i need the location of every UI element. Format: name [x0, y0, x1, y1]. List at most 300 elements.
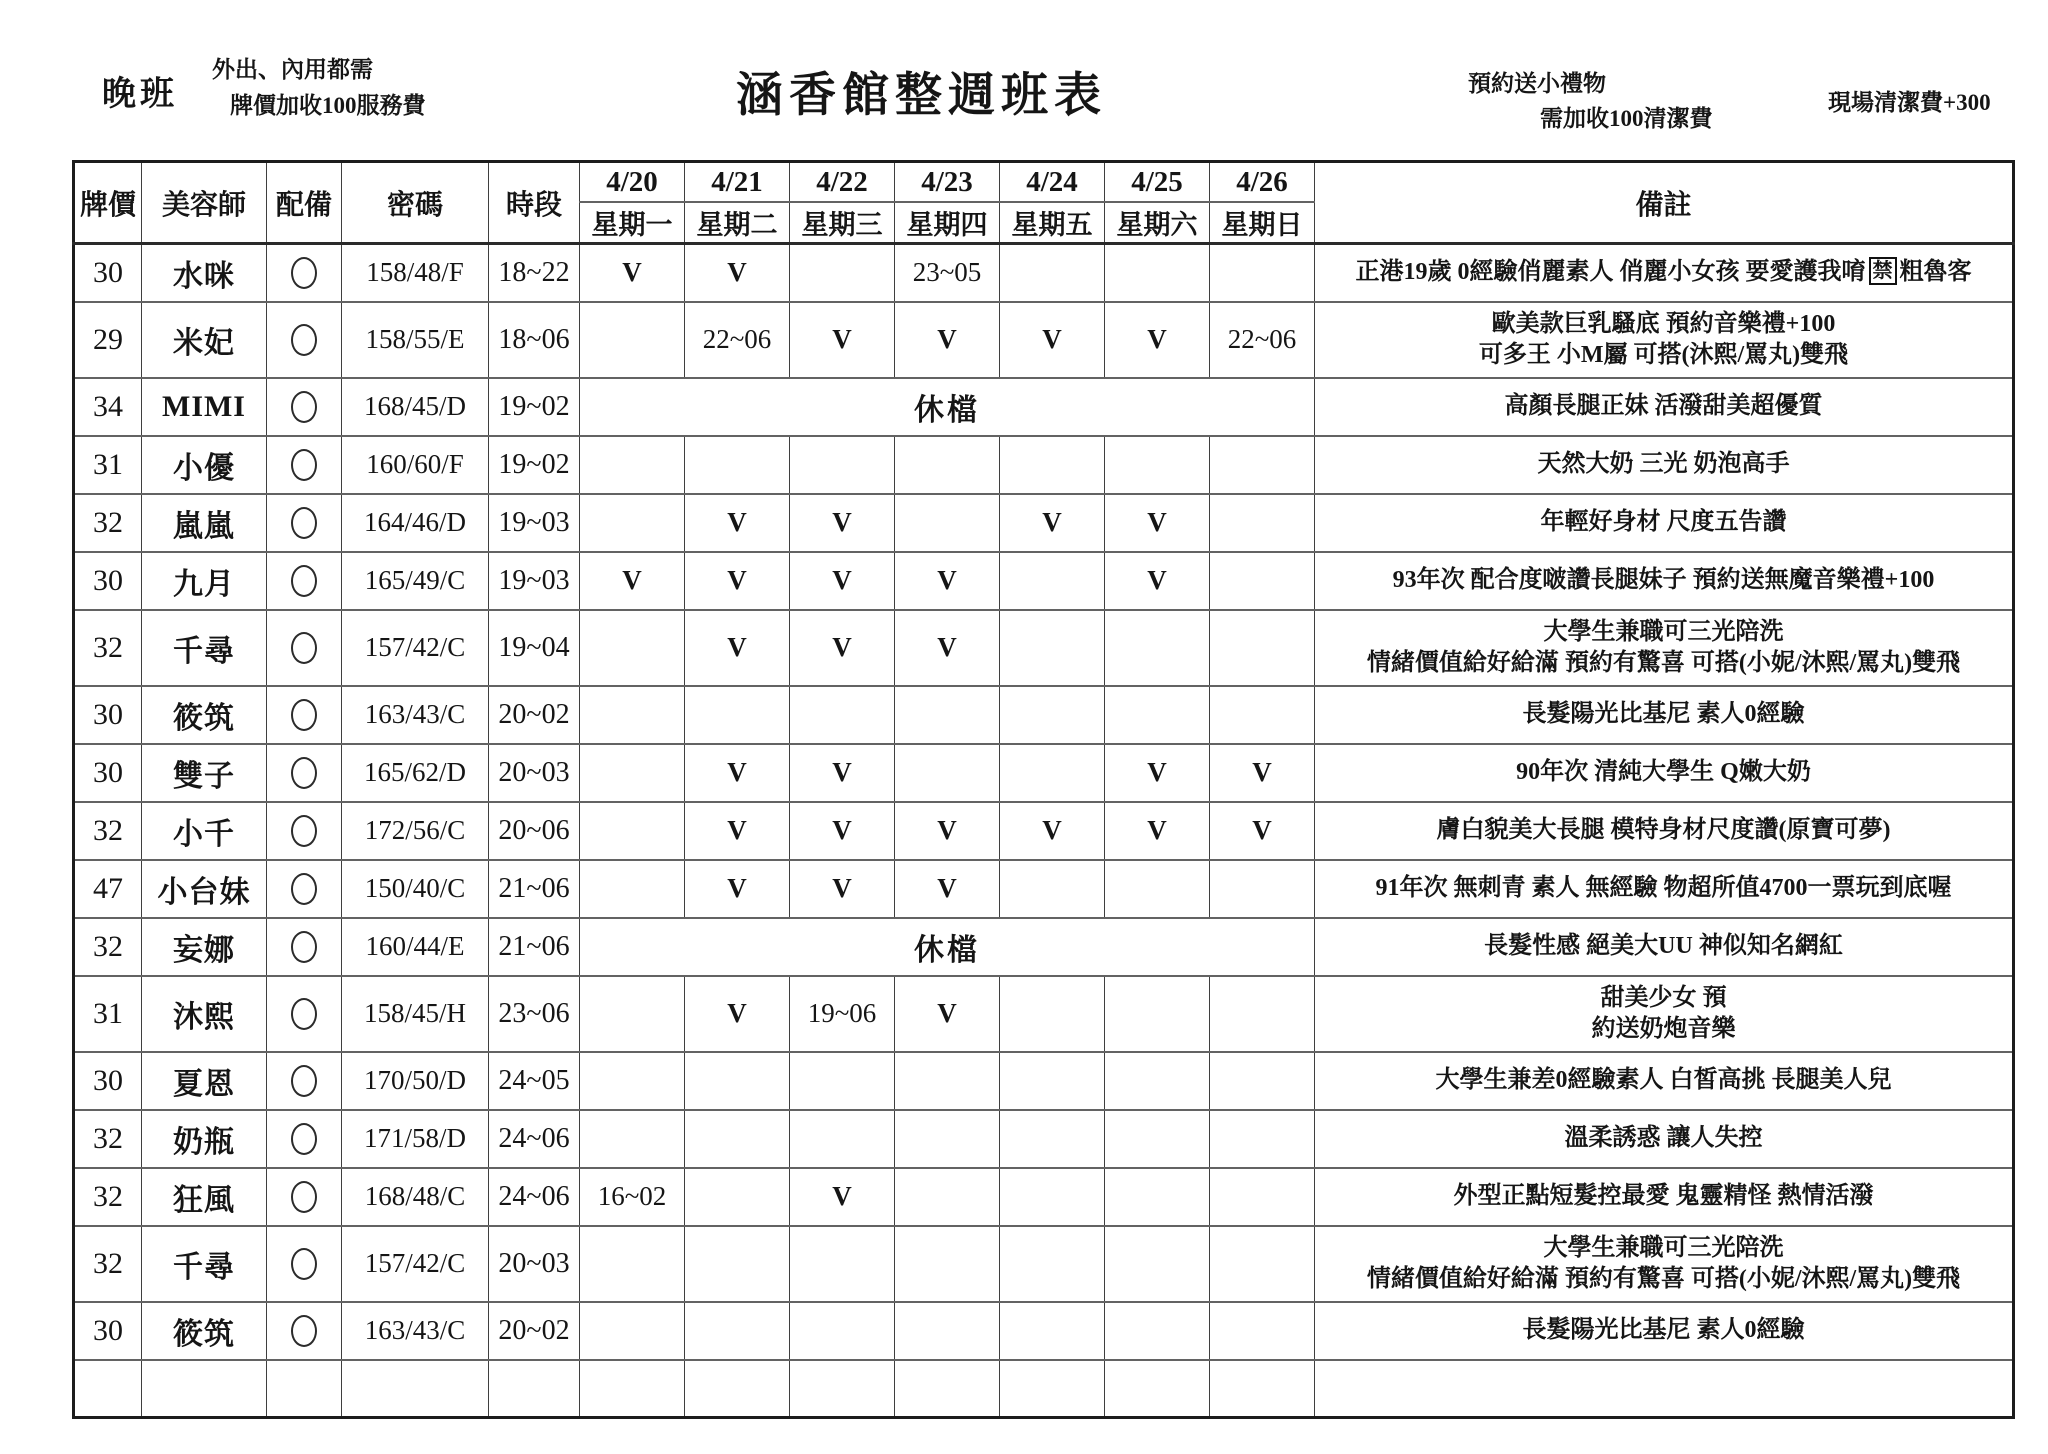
- code-cell: 160/60/F: [342, 436, 489, 494]
- day-cell: [1000, 1168, 1105, 1226]
- weekday-header: 星期四: [895, 202, 1000, 244]
- day-cell: [895, 1302, 1000, 1360]
- code-cell: 150/40/C: [342, 860, 489, 918]
- equipment-circle-icon: [291, 873, 317, 905]
- check-mark: V: [895, 976, 1000, 1052]
- time-cell: 20~03: [489, 1226, 580, 1302]
- check-mark: V: [895, 302, 1000, 378]
- beautician-name: MIMI: [142, 378, 267, 436]
- day-cell: [580, 1360, 685, 1418]
- price-cell: 30: [74, 552, 142, 610]
- day-cell: [1000, 244, 1105, 302]
- day-cell: 23~05: [895, 244, 1000, 302]
- day-cell: [1210, 860, 1315, 918]
- remark-line: 長髮陽光比基尼 素人0經驗: [1522, 1317, 1805, 1343]
- equipment-circle-icon: [291, 1181, 317, 1213]
- remark-line: 大學生兼職可三光陪洗: [1543, 618, 1784, 645]
- table-row: [74, 1302, 2014, 1360]
- rest-cell: 休檔: [580, 918, 1315, 976]
- forbid-boxed-char: 禁: [1869, 257, 1897, 285]
- equipment-cell: [267, 1360, 342, 1418]
- check-mark: V: [1105, 302, 1210, 378]
- day-cell: [790, 686, 895, 744]
- time-cell: 20~02: [489, 1302, 580, 1360]
- check-mark: V: [1105, 552, 1210, 610]
- check-mark: V: [895, 802, 1000, 860]
- code-cell: 168/48/C: [342, 1168, 489, 1226]
- price-cell: 34: [74, 378, 142, 436]
- beautician-name: 雙子: [142, 744, 267, 802]
- equipment-circle-icon: [291, 507, 317, 539]
- price-cell: 32: [74, 1168, 142, 1226]
- equipment-cell: [267, 244, 342, 302]
- service-fee-note-line2: 牌價加收100服務費: [230, 93, 426, 118]
- day-cell: [1105, 244, 1210, 302]
- equipment-cell: [267, 610, 342, 686]
- shift-label: 晚班: [102, 76, 178, 113]
- check-mark: V: [790, 744, 895, 802]
- time-cell: 18~22: [489, 244, 580, 302]
- day-cell: [1000, 1302, 1105, 1360]
- day-cell: [1210, 610, 1315, 686]
- remark-cell: [1315, 302, 2014, 378]
- day-cell: [685, 1052, 790, 1110]
- time-header: 時段: [489, 162, 580, 244]
- date-header: 4/21: [685, 162, 790, 203]
- day-cell: [685, 436, 790, 494]
- weekday-header: 星期一: [580, 202, 685, 244]
- beautician-name: 筱筑: [142, 1302, 267, 1360]
- remark-line: 溫柔誘惑 讓人失控: [1564, 1125, 1763, 1151]
- remark-line: 膚白貌美大長腿 模特身材尺度讚(原寶可夢): [1436, 817, 1891, 843]
- check-mark: V: [1000, 494, 1105, 552]
- day-cell: [1210, 1168, 1315, 1226]
- code-cell: 163/43/C: [342, 686, 489, 744]
- equipment-cell: [267, 1302, 342, 1360]
- beautician-name: 小台妹: [142, 860, 267, 918]
- day-cell: [1105, 610, 1210, 686]
- day-cell: [1210, 552, 1315, 610]
- day-cell: [1105, 436, 1210, 494]
- day-cell: [895, 1052, 1000, 1110]
- day-cell: [685, 686, 790, 744]
- day-cell: [1210, 1110, 1315, 1168]
- code-cell: 165/62/D: [342, 744, 489, 802]
- price-cell: 32: [74, 1110, 142, 1168]
- remark-cell: [1315, 1052, 2014, 1110]
- price-cell: [74, 1360, 142, 1418]
- time-cell: 21~06: [489, 918, 580, 976]
- rest-cell: 休檔: [580, 378, 1315, 436]
- equipment-circle-icon: [291, 1315, 317, 1347]
- day-cell: [790, 1302, 895, 1360]
- price-cell: 31: [74, 976, 142, 1052]
- day-cell: [580, 494, 685, 552]
- day-cell: 22~06: [1210, 302, 1315, 378]
- equipment-circle-icon: [291, 449, 317, 481]
- check-mark: V: [790, 552, 895, 610]
- gift-note: [1468, 66, 1713, 136]
- equipment-cell: [267, 552, 342, 610]
- table-row: [74, 744, 2014, 802]
- code-cell: 158/55/E: [342, 302, 489, 378]
- table-row: [74, 610, 2014, 686]
- day-cell: [895, 744, 1000, 802]
- check-mark: V: [790, 610, 895, 686]
- table-row: [74, 1168, 2014, 1226]
- remark-cell: [1315, 1110, 2014, 1168]
- price-cell: 30: [74, 686, 142, 744]
- time-cell: [489, 1360, 580, 1418]
- table-row: [74, 976, 2014, 1052]
- day-cell: [1210, 976, 1315, 1052]
- day-cell: [685, 1168, 790, 1226]
- price-header: 牌價: [74, 162, 142, 244]
- day-cell: [580, 1110, 685, 1168]
- table-row: [74, 436, 2014, 494]
- equipment-header: 配備: [267, 162, 342, 244]
- day-cell: [1000, 976, 1105, 1052]
- remark-cell: [1315, 1360, 2014, 1418]
- day-cell: [895, 1360, 1000, 1418]
- day-cell: [1210, 436, 1315, 494]
- code-cell: 163/43/C: [342, 1302, 489, 1360]
- day-cell: [1000, 610, 1105, 686]
- equipment-cell: [267, 436, 342, 494]
- time-cell: 21~06: [489, 860, 580, 918]
- beautician-name: 千尋: [142, 610, 267, 686]
- beautician-name: 水咪: [142, 244, 267, 302]
- equipment-cell: [267, 802, 342, 860]
- remark-cell: [1315, 686, 2014, 744]
- time-cell: 19~02: [489, 436, 580, 494]
- price-cell: 30: [74, 744, 142, 802]
- equipment-circle-icon: [291, 632, 317, 664]
- table-row: [74, 244, 2014, 302]
- gift-note-line1: 預約送小禮物: [1468, 71, 1606, 96]
- beautician-name: 沐熙: [142, 976, 267, 1052]
- check-mark: V: [685, 552, 790, 610]
- check-mark: V: [685, 802, 790, 860]
- day-cell: [685, 1110, 790, 1168]
- code-cell: 170/50/D: [342, 1052, 489, 1110]
- check-mark: V: [685, 976, 790, 1052]
- time-cell: 20~02: [489, 686, 580, 744]
- equipment-cell: [267, 976, 342, 1052]
- price-cell: 30: [74, 244, 142, 302]
- price-cell: 32: [74, 1226, 142, 1302]
- day-cell: [1105, 860, 1210, 918]
- day-cell: [1105, 1110, 1210, 1168]
- price-cell: 31: [74, 436, 142, 494]
- day-cell: [895, 1168, 1000, 1226]
- day-cell: [1210, 1052, 1315, 1110]
- weekday-header: 星期五: [1000, 202, 1105, 244]
- remark-cell: [1315, 860, 2014, 918]
- check-mark: V: [895, 552, 1000, 610]
- table-row: [74, 378, 2014, 436]
- page-title: 涵香館整週班表: [736, 70, 1107, 122]
- day-cell: [895, 1110, 1000, 1168]
- day-cell: [1210, 1360, 1315, 1418]
- check-mark: V: [790, 302, 895, 378]
- time-cell: 24~06: [489, 1168, 580, 1226]
- day-cell: [790, 1110, 895, 1168]
- equipment-circle-icon: [291, 1123, 317, 1155]
- day-cell: [580, 686, 685, 744]
- day-cell: 19~06: [790, 976, 895, 1052]
- remark-cell: [1315, 552, 2014, 610]
- day-cell: [580, 302, 685, 378]
- equipment-circle-icon: [291, 257, 317, 289]
- day-cell: [1000, 552, 1105, 610]
- time-cell: 19~03: [489, 494, 580, 552]
- remark-cell: [1315, 1168, 2014, 1226]
- remark-cell: [1315, 802, 2014, 860]
- time-cell: 19~03: [489, 552, 580, 610]
- beautician-name: 奶瓶: [142, 1110, 267, 1168]
- remark-line: 甜美少女 預: [1600, 984, 1727, 1011]
- price-cell: 32: [74, 610, 142, 686]
- remark-line: 高顏長腿正妹 活潑甜美超優質: [1504, 393, 1823, 419]
- equipment-circle-icon: [291, 1248, 317, 1280]
- table-row: [74, 494, 2014, 552]
- day-cell: [580, 1052, 685, 1110]
- table-header: [74, 162, 2014, 244]
- code-header: 密碼: [342, 162, 489, 244]
- equipment-circle-icon: [291, 1065, 317, 1097]
- code-cell: 171/58/D: [342, 1110, 489, 1168]
- day-cell: [790, 1226, 895, 1302]
- check-mark: V: [1210, 802, 1315, 860]
- code-cell: 165/49/C: [342, 552, 489, 610]
- day-cell: [1210, 1226, 1315, 1302]
- check-mark: V: [685, 494, 790, 552]
- weekday-header: 星期六: [1105, 202, 1210, 244]
- day-cell: [580, 976, 685, 1052]
- table-row: [74, 1226, 2014, 1302]
- equipment-cell: [267, 1168, 342, 1226]
- day-cell: [1000, 744, 1105, 802]
- time-cell: 20~03: [489, 744, 580, 802]
- day-cell: [895, 494, 1000, 552]
- equipment-circle-icon: [291, 998, 317, 1030]
- day-cell: [1210, 494, 1315, 552]
- remark-cell: [1315, 244, 2014, 302]
- table-row: [74, 918, 2014, 976]
- check-mark: V: [895, 610, 1000, 686]
- day-cell: [1105, 1226, 1210, 1302]
- table-row: [74, 686, 2014, 744]
- day-cell: [1105, 1052, 1210, 1110]
- remark-line: 91年次 無刺青 素人 無經驗 物超所值4700一票玩到底喔: [1375, 875, 1952, 901]
- check-mark: V: [685, 610, 790, 686]
- remark-cell: [1315, 976, 2014, 1052]
- remark-cell: [1315, 744, 2014, 802]
- check-mark: V: [685, 744, 790, 802]
- equipment-circle-icon: [291, 815, 317, 847]
- day-cell: [1105, 976, 1210, 1052]
- check-mark: V: [1210, 744, 1315, 802]
- remark-cell: [1315, 436, 2014, 494]
- table-row: [74, 860, 2014, 918]
- remark-line: 長髮陽光比基尼 素人0經驗: [1522, 701, 1805, 727]
- day-cell: [1105, 1168, 1210, 1226]
- remark-cell: [1315, 1302, 2014, 1360]
- onsite-fee-note: 現場清潔費+300: [1828, 90, 1991, 115]
- service-fee-note-line1: 外出、內用都需: [212, 57, 373, 82]
- date-header: 4/22: [790, 162, 895, 203]
- price-cell: 30: [74, 1052, 142, 1110]
- beautician-name: [142, 1360, 267, 1418]
- check-mark: V: [790, 1168, 895, 1226]
- beautician-name: 夏恩: [142, 1052, 267, 1110]
- day-cell: [685, 1360, 790, 1418]
- check-mark: V: [790, 494, 895, 552]
- time-cell: 19~04: [489, 610, 580, 686]
- price-cell: 30: [74, 1302, 142, 1360]
- check-mark: V: [1105, 802, 1210, 860]
- day-cell: [1000, 1052, 1105, 1110]
- equipment-circle-icon: [291, 565, 317, 597]
- schedule-table: [72, 160, 2015, 1419]
- equipment-cell: [267, 744, 342, 802]
- day-cell: [790, 1360, 895, 1418]
- code-cell: 168/45/D: [342, 378, 489, 436]
- weekday-header: 星期日: [1210, 202, 1315, 244]
- day-cell: [1105, 1302, 1210, 1360]
- day-cell: [1210, 686, 1315, 744]
- price-cell: 32: [74, 802, 142, 860]
- day-cell: [1000, 1226, 1105, 1302]
- beautician-name: 小優: [142, 436, 267, 494]
- remark-line: 大學生兼職可三光陪洗: [1543, 1234, 1784, 1261]
- equipment-cell: [267, 860, 342, 918]
- day-cell: [790, 1052, 895, 1110]
- day-cell: [580, 436, 685, 494]
- day-cell: [790, 436, 895, 494]
- day-cell: [1105, 686, 1210, 744]
- equipment-cell: [267, 1110, 342, 1168]
- beautician-name: 嵐嵐: [142, 494, 267, 552]
- table-row: [74, 1052, 2014, 1110]
- equipment-circle-icon: [291, 699, 317, 731]
- time-cell: 19~02: [489, 378, 580, 436]
- remark-line: 長髮性感 絕美大UU 神似知名網紅: [1484, 933, 1843, 959]
- table-row: [74, 802, 2014, 860]
- day-cell: [580, 1226, 685, 1302]
- date-header: 4/24: [1000, 162, 1105, 203]
- beautician-name: 妄娜: [142, 918, 267, 976]
- check-mark: V: [895, 860, 1000, 918]
- check-mark: V: [685, 244, 790, 302]
- price-cell: 47: [74, 860, 142, 918]
- table-row: [74, 552, 2014, 610]
- weekday-header: 星期二: [685, 202, 790, 244]
- day-cell: [895, 436, 1000, 494]
- day-cell: 22~06: [685, 302, 790, 378]
- check-mark: V: [580, 244, 685, 302]
- remark-cell: [1315, 1226, 2014, 1302]
- equipment-cell: [267, 378, 342, 436]
- time-cell: 24~05: [489, 1052, 580, 1110]
- code-cell: 157/42/C: [342, 610, 489, 686]
- equipment-cell: [267, 918, 342, 976]
- code-cell: 158/48/F: [342, 244, 489, 302]
- equipment-cell: [267, 494, 342, 552]
- price-cell: 29: [74, 302, 142, 378]
- remark-header: 備註: [1315, 162, 2014, 244]
- gift-note-line2: 需加收100清潔費: [1540, 106, 1713, 131]
- remark-line: 情緒價值給好給滿 預約有驚喜 可搭(小妮/沐熙/罵丸)雙飛: [1366, 1265, 1961, 1292]
- remark-line: 歐美款巨乳騷底 預約音樂禮+100: [1491, 310, 1836, 337]
- check-mark: V: [1000, 302, 1105, 378]
- code-cell: 157/42/C: [342, 1226, 489, 1302]
- day-cell: [685, 1226, 790, 1302]
- table-row: [74, 302, 2014, 378]
- remark-line: 90年次 清純大學生 Q嫩大奶: [1516, 759, 1811, 785]
- check-mark: V: [1105, 494, 1210, 552]
- day-cell: [580, 860, 685, 918]
- day-cell: [1000, 1360, 1105, 1418]
- beautician-name: 狂風: [142, 1168, 267, 1226]
- day-cell: [1000, 436, 1105, 494]
- check-mark: V: [1000, 802, 1105, 860]
- table-row: [74, 1360, 2014, 1418]
- code-cell: 160/44/E: [342, 918, 489, 976]
- equipment-circle-icon: [291, 757, 317, 789]
- remark-line: 可多王 小M屬 可搭(沐熙/罵丸)雙飛: [1478, 341, 1849, 368]
- price-cell: 32: [74, 494, 142, 552]
- beautician-name: 小千: [142, 802, 267, 860]
- day-cell: [1105, 1360, 1210, 1418]
- time-cell: 23~06: [489, 976, 580, 1052]
- date-header: 4/23: [895, 162, 1000, 203]
- check-mark: V: [580, 552, 685, 610]
- code-cell: [342, 1360, 489, 1418]
- day-cell: [895, 1226, 1000, 1302]
- table-row: [74, 1110, 2014, 1168]
- day-cell: [895, 686, 1000, 744]
- equipment-circle-icon: [291, 391, 317, 423]
- remark-line: 外型正點短髮控最愛 鬼靈精怪 熱情活潑: [1453, 1183, 1874, 1209]
- day-cell: [1000, 860, 1105, 918]
- equipment-cell: [267, 302, 342, 378]
- day-cell: [580, 802, 685, 860]
- time-cell: 18~06: [489, 302, 580, 378]
- day-cell: [1000, 686, 1105, 744]
- equipment-circle-icon: [291, 931, 317, 963]
- date-header: 4/25: [1105, 162, 1210, 203]
- remark-line: 情緒價值給好給滿 預約有驚喜 可搭(小妮/沐熙/罵丸)雙飛: [1366, 649, 1961, 676]
- code-cell: 172/56/C: [342, 802, 489, 860]
- date-header: 4/26: [1210, 162, 1315, 203]
- remark-line: 93年次 配合度啵讚長腿妹子 預約送無魔音樂禮+100: [1392, 567, 1935, 593]
- beautician-name: 千尋: [142, 1226, 267, 1302]
- code-cell: 158/45/H: [342, 976, 489, 1052]
- remark-line: 約送奶炮音樂: [1591, 1015, 1736, 1042]
- check-mark: V: [685, 860, 790, 918]
- remark-line: 天然大奶 三光 奶泡高手: [1537, 451, 1790, 477]
- check-mark: V: [790, 860, 895, 918]
- weekday-header: 星期三: [790, 202, 895, 244]
- remark-cell: [1315, 494, 2014, 552]
- beautician-name: 米妃: [142, 302, 267, 378]
- service-fee-note: [212, 52, 426, 124]
- time-cell: 20~06: [489, 802, 580, 860]
- equipment-cell: [267, 1052, 342, 1110]
- day-cell: [685, 1302, 790, 1360]
